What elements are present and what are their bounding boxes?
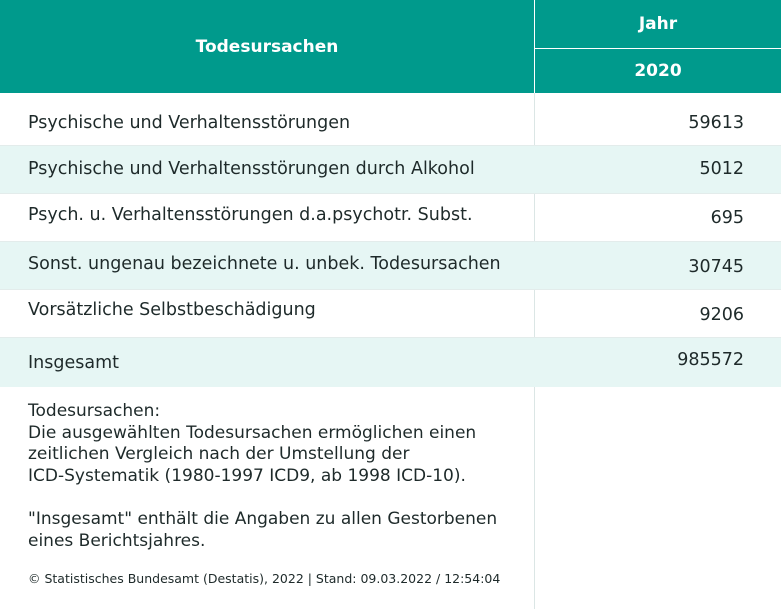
notes-text-total: "Insgesamt" enthält die Angaben zu allen Gestorbenen eines Berichtsjahres. (28, 509, 498, 551)
column-header-year: 2020 (535, 49, 781, 93)
row-label: Sonst. ungenau bezeichnete u. unbek. Todesursachen (28, 254, 501, 274)
notes-heading: Todesursachen: (28, 401, 161, 421)
row-value: 59613 (688, 113, 744, 133)
row-value: 30745 (688, 257, 744, 277)
row-value: 985572 (677, 350, 744, 370)
column-header-year-group: Jahr (535, 0, 781, 48)
row-value: 5012 (699, 159, 744, 179)
notes-text: Die ausgewählten Todesursachen ermöglichen einen zeitlichen Vergleich nach der Umstellung der ICD-Systematik (1980-1997 ICD9, ab 1998 ICD-10). (28, 422, 477, 486)
row-label: Psychische und Verhaltensstörungen durch Alkohol (28, 159, 475, 179)
table-notes (28, 401, 518, 552)
source-footer: © Statistisches Bundesamt (Destatis), 2022 | Stand: 09.03.2022 / 12:54:04 (28, 571, 501, 586)
table-row (0, 98, 781, 146)
table-row (0, 194, 781, 242)
table-row (0, 290, 781, 338)
table-row (0, 242, 781, 290)
table-row (0, 146, 781, 194)
column-header-cause: Todesursachen (0, 0, 534, 93)
table-row-total (0, 338, 781, 387)
row-label: Vorsätzliche Selbstbeschädigung (28, 300, 316, 320)
row-value: 9206 (699, 305, 744, 325)
row-label: Insgesamt (28, 353, 119, 373)
row-label: Psychische und Verhaltensstörungen (28, 113, 351, 133)
row-value: 695 (710, 208, 744, 228)
row-label: Psych. u. Verhaltensstörungen d.a.psychotr. Subst. (28, 205, 473, 225)
